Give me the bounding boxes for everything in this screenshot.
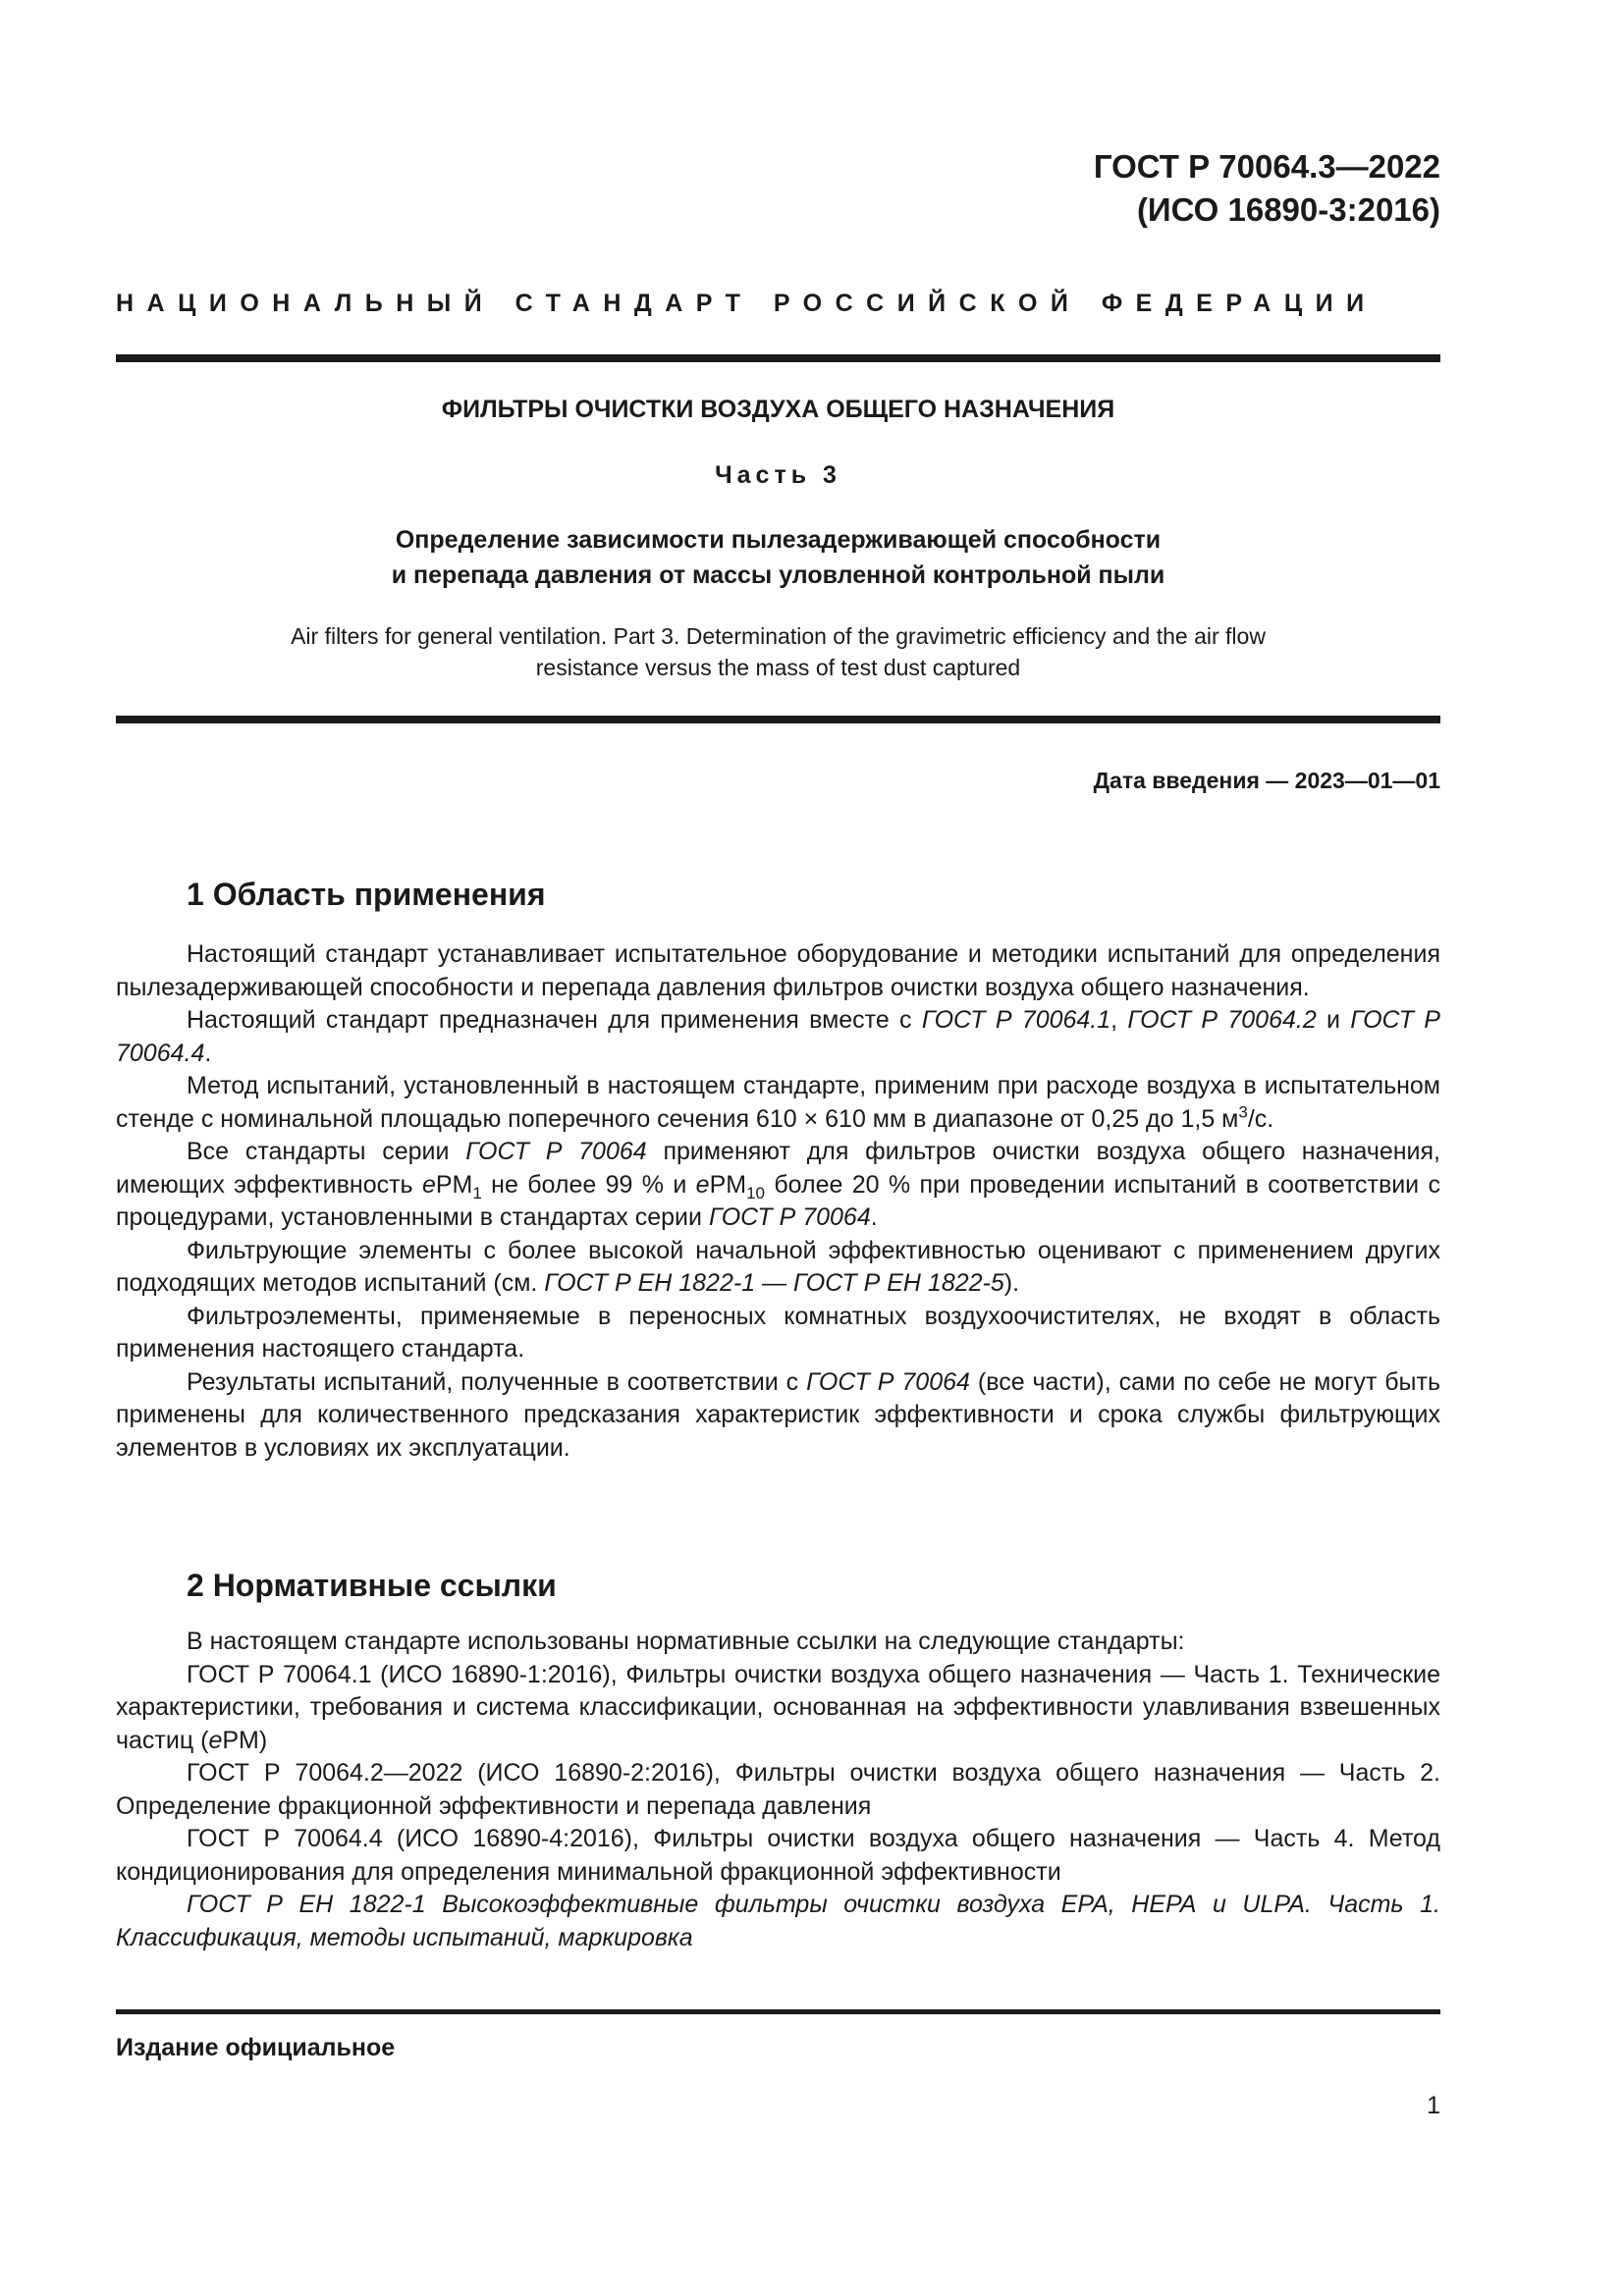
page-number: 1	[1427, 2092, 1440, 2119]
reference-gost-70064: ГОСТ Р 70064	[806, 1367, 970, 1396]
iso-equivalent: (ИСО 16890-3:2016)	[1136, 191, 1440, 228]
section-1-paragraph-7	[116, 1366, 1440, 1466]
reference-gost-70064-4: ГОСТ Р 70064.4	[116, 1006, 1440, 1067]
section-1-heading: 1 Область применения	[187, 877, 546, 912]
text: ГОСТ Р 70064.1 (ИСО 16890-1:2016), Фильтры очистки воздуха общего назначения — Часть 1. Технические характеристики, требования и система классификации, основанная на эффективности улавливания взвешенных частиц (	[116, 1660, 1440, 1754]
section-2-paragraph-1: В настоящем стандарте использованы нормативные ссылки на следующие стандарты:	[187, 1628, 1185, 1655]
text: (все части), сами по себе не могут быть применены для количественного предсказания характеристик эффективности и срока службы фильтрующих элементов в условиях их эксплуатации.	[116, 1367, 1441, 1462]
section-1-paragraph-5	[116, 1235, 1440, 1301]
section-1-paragraph-2	[116, 1004, 1440, 1070]
reference-gost-70064: ГОСТ Р 70064	[708, 1203, 871, 1231]
document-title: ФИЛЬТРЫ ОЧИСТКИ ВОЗДУХА ОБЩЕГО НАЗНАЧЕНИЯ	[441, 396, 1115, 423]
national-standard-banner: НАЦИОНАЛЬНЫЙ СТАНДАРТ РОССИЙСКОЙ ФЕДЕРАЦИИ	[116, 290, 1378, 317]
section-1-paragraph-4	[116, 1136, 1440, 1235]
section-2-heading: 2 Нормативные ссылки	[187, 1568, 557, 1603]
superscript: 3	[1238, 1102, 1248, 1122]
section-1-paragraph-6: Фильтроэлементы, применяемые в переносных комнатных воздухоочистителях, не входят в область применения настоящего стандарта.	[116, 1302, 1440, 1362]
reference-gost-70064-1: ГОСТ Р 70064.1	[921, 1006, 1111, 1034]
standard-designation	[1094, 145, 1440, 232]
text: /с.	[1247, 1104, 1274, 1133]
efficiency-symbol-e: e	[695, 1170, 710, 1199]
reference-gost-70064-2: ГОСТ Р 70064.2	[1127, 1006, 1317, 1034]
section-2-body	[116, 1626, 1440, 1954]
document-subtitle	[116, 522, 1440, 593]
text: PM)	[222, 1726, 268, 1754]
efficiency-symbol-e: e	[421, 1170, 436, 1199]
footer-divider	[116, 2009, 1440, 2014]
text: и	[1316, 1006, 1351, 1034]
reference-gost-70064: ГОСТ Р 70064	[465, 1138, 647, 1165]
subscript: 1	[472, 1183, 482, 1202]
text: Метод испытаний, установленный в настоящем стандарте, применим при расходе воздуха в испытательном стенде с номинальной площадью поперечного сечения 610 × 610 мм в диапазоне от 0,25 до 1,5 м	[116, 1072, 1440, 1133]
text: ,	[1110, 1006, 1128, 1034]
text: Настоящий стандарт предназначен для применения вместе с	[187, 1006, 922, 1034]
normative-reference-1	[116, 1659, 1440, 1758]
normative-reference-3: ГОСТ Р 70064.4 (ИСО 16890-4:2016), Фильтры очистки воздуха общего назначения — Часть 4. Метод кондиционирования для определения минимальной фракционной эффективности	[116, 1825, 1440, 1886]
top-divider	[116, 354, 1440, 362]
text: ).	[1003, 1269, 1020, 1297]
section-1-body	[116, 938, 1440, 1465]
text: .	[870, 1203, 878, 1231]
text: не более 99 % и	[481, 1170, 696, 1199]
text: Все стандарты серии	[187, 1138, 466, 1165]
subtitle-line-2: и перепада давления от массы уловленной контрольной пыли	[391, 561, 1165, 589]
pm-symbol: PM	[709, 1170, 747, 1199]
introduction-date: Дата введения — 2023—01—01	[1093, 768, 1440, 793]
text: .	[204, 1039, 212, 1067]
reference-gost-en-1822: ГОСТ Р ЕН 1822-1 — ГОСТ Р ЕН 1822-5	[544, 1269, 1004, 1297]
section-1-paragraph-1: Настоящий стандарт устанавливает испытательное оборудование и методики испытаний для определения пылезадерживающей способности и перепада давления фильтров очистки воздуха общего назначения.	[116, 940, 1440, 1001]
normative-reference-4: ГОСТ Р ЕН 1822-1 Высокоэффективные фильтры очистки воздуха ЕРА, НЕРА и ULPA. Часть 1. Классификация, методы испытаний, маркировка	[116, 1891, 1440, 1951]
subscript: 10	[746, 1183, 765, 1202]
english-title-line-1: Air filters for general ventilation. Part 3. Determination of the gravimetric efficiency and the air flow	[291, 623, 1266, 649]
subtitle-line-1: Определение зависимости пылезадерживающей способности	[395, 526, 1162, 554]
official-edition-label: Издание официальное	[116, 2034, 396, 2061]
text: Результаты испытаний, полученные в соответствии с	[187, 1367, 807, 1396]
designation-number: ГОСТ Р 70064.3—2022	[1093, 148, 1440, 185]
efficiency-symbol-e: e	[208, 1726, 223, 1754]
english-title-line-2: resistance versus the mass of test dust captured	[535, 655, 1021, 680]
normative-reference-2: ГОСТ Р 70064.2—2022 (ИСО 16890-2:2016), Фильтры очистки воздуха общего назначения — Часть 2. Определение фракционной эффективности и перепада давления	[116, 1759, 1440, 1820]
part-label: Часть 3	[715, 461, 841, 489]
text: более 20 % при проведении испытаний в соответствии с процедурами, установленными в стандартах серии	[116, 1170, 1440, 1231]
text: Фильтрующие элементы с более высокой начальной эффективностью оценивают с применением других подходящих методов испытаний (см.	[116, 1236, 1440, 1297]
english-title	[116, 620, 1440, 683]
section-1-paragraph-3	[116, 1070, 1440, 1136]
text: применяют для фильтров очистки воздуха общего назначения, имеющих эффективность	[116, 1138, 1441, 1199]
title-divider	[116, 716, 1440, 723]
pm-symbol: PM	[435, 1170, 473, 1199]
